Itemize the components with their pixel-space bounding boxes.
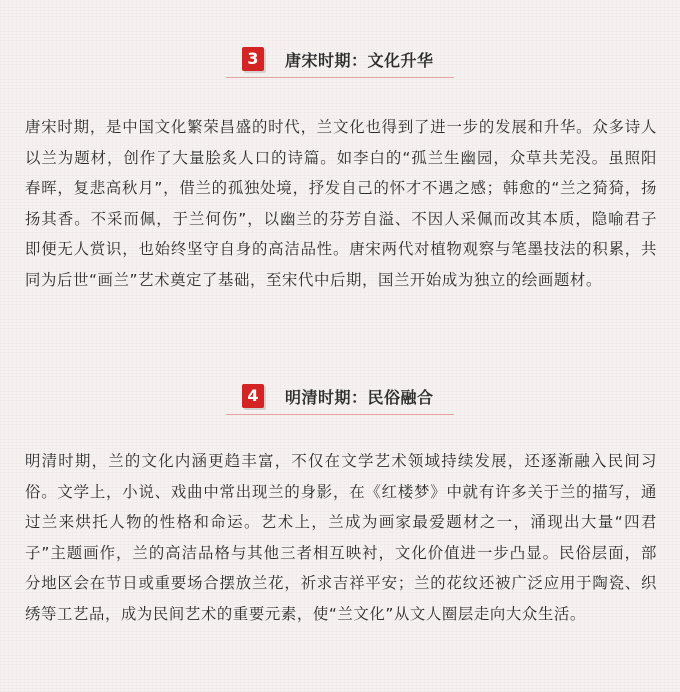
section-number: 3 xyxy=(247,49,259,68)
section-3-header xyxy=(0,44,680,78)
section-number-badge xyxy=(238,381,266,411)
section-title: 唐宋时期：文化升华 xyxy=(285,51,434,70)
title-underline xyxy=(226,77,454,78)
section-number: 4 xyxy=(247,386,259,405)
section-title: 明清时期：民俗融合 xyxy=(285,388,434,407)
section-3-body: 唐宋时期，是中国文化繁荣昌盛的时代，兰文化也得到了进一步的发展和升华。众多诗人以兰为题材，创作了大量脍炙人口的诗篇。如李白的“孤兰生幽园，众草共芜没。虽照阳春晖，复悲高秋月”，借兰的孤独处境，抒发自己的怀才不遇之感；韩愈的“兰之猗猗，扬扬其香。不采而佩，于兰何伤”，以幽兰的芬芳自溢、不因人采佩而改其本质，隐喻君子即便无人赏识，也始终坚守自身的高洁品性。唐宋两代对植物观察与笔墨技法的积累，共同为后世“画兰”艺术奠定了基础，至宋代中后期，国兰开始成为独立的绘画题材。 xyxy=(25,118,657,289)
section-number-badge xyxy=(238,44,266,74)
section-4-body: 明清时期，兰的文化内涵更趋丰富，不仅在文学艺术领域持续发展，还逐渐融入民间习俗。文学上，小说、戏曲中常出现兰的身影，在《红楼梦》中就有许多关于兰的描写，通过兰来烘托人物的性格和命运。艺术上，兰成为画家最爱题材之一，涌现出大量“四君子”主题画作，兰的高洁品格与其他三者相互映衬，文化价值进一步凸显。民俗层面，部分地区会在节日或重要场合摆放兰花，祈求吉祥平安；兰的花纹还被广泛应用于陶瓷、织绣等工艺品，成为民间艺术的重要元素，使“兰文化”从文人圈层走向大众生活。 xyxy=(25,452,657,623)
section-4-header xyxy=(0,381,680,415)
title-underline xyxy=(226,414,454,415)
